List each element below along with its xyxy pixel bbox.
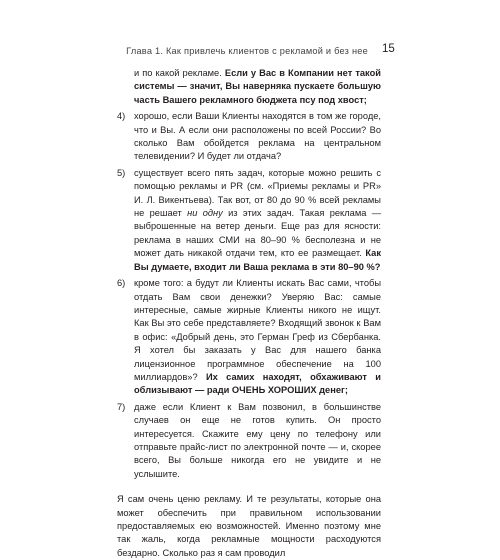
- list-item: [117, 277, 381, 398]
- list-item: [117, 401, 381, 481]
- list-item: [117, 167, 381, 274]
- list-item-bold: Как Вы думаете, входит ли Ваша реклама в эти 80–90 %?: [134, 248, 381, 272]
- list-item: [117, 110, 381, 164]
- list-item-continuation: [117, 67, 381, 107]
- list-number: 5): [117, 167, 126, 178]
- chapter-title: Глава 1. Как привлечь клиентов с рекламой и без нее: [126, 46, 368, 56]
- page-number: 15: [382, 43, 395, 55]
- list-number: 6): [117, 278, 126, 289]
- list-item-text: из этих задач. Такая реклама — выброшенные на ветер деньги. Еще раз для ясности: реклама в наших СМИ на 80–90 % бесполезна и не может дать никакой отдачи тем, кто ее размещает.: [134, 208, 382, 259]
- continuation-bold: Если у Вас в Компании нет такой системы — значит, Вы наверняка пускаете большую часть Вашего рекламного бюджета псу под хвост;: [134, 68, 381, 105]
- list-item-text: существует всего пять задач, которые можно решить с помощью рекламы и PR (см. «Приемы рекламы и PR» И. Л. Викентьева). Так вот, от 80 до 90 % всей рекламы не решает: [134, 167, 381, 219]
- list-item-text: даже если Клиент к Вам позвонил, в большинстве случаев он еще не готов купить. Он просто интересуется. Скажите ему цену по телефону или отправьте прайс-лист по электронной почте — и, скорее всего, Вы больше никогда его не увидите и не услышите.: [134, 401, 381, 479]
- list-number: 7): [117, 401, 126, 412]
- list-number: 4): [117, 111, 126, 122]
- list-item-text: кроме того: а будут ли Клиенты искать Вас сами, чтобы отдать Вам свои денежки? Уверяю Вас: самые интересные, самые жирные Клиенты никого не ищут. Как Вы это себе представляете? Входящий звонок к Вам в офис: «Добрый день, это Герман Греф из Сбербанка. Я хотел бы заказать у Вас для нашего банка лицензионное программное обеспечение на 100 миллиардов»?: [134, 278, 381, 382]
- continuation-text: и по какой рекламе.: [134, 68, 225, 78]
- running-header: [0, 40, 500, 58]
- list-item-bold: Их самих находят, обхаживают и облизывают — ради ОЧЕНЬ ХОРОШИХ денег;: [134, 371, 381, 396]
- list-item-italic: ни одну: [187, 208, 223, 219]
- list-item-text: хорошо, если Ваши Клиенты находятся в том же городе, что и Вы. А если они расположены по всей России? Во сколько Вам обойдется реклама на центральном телевидении? И будет ли отдача?: [134, 111, 381, 162]
- closing-paragraph: Я сам очень ценю рекламу. И те результаты, которые она может обеспечить при правильном использовании предоставляемых ею возможностей. Именно поэтому мне так жаль, когда рекламные мощности расходуются бездарно. Сколько раз я сам проводил: [117, 494, 381, 558]
- page-body: [117, 67, 381, 560]
- numbered-list: [117, 110, 381, 481]
